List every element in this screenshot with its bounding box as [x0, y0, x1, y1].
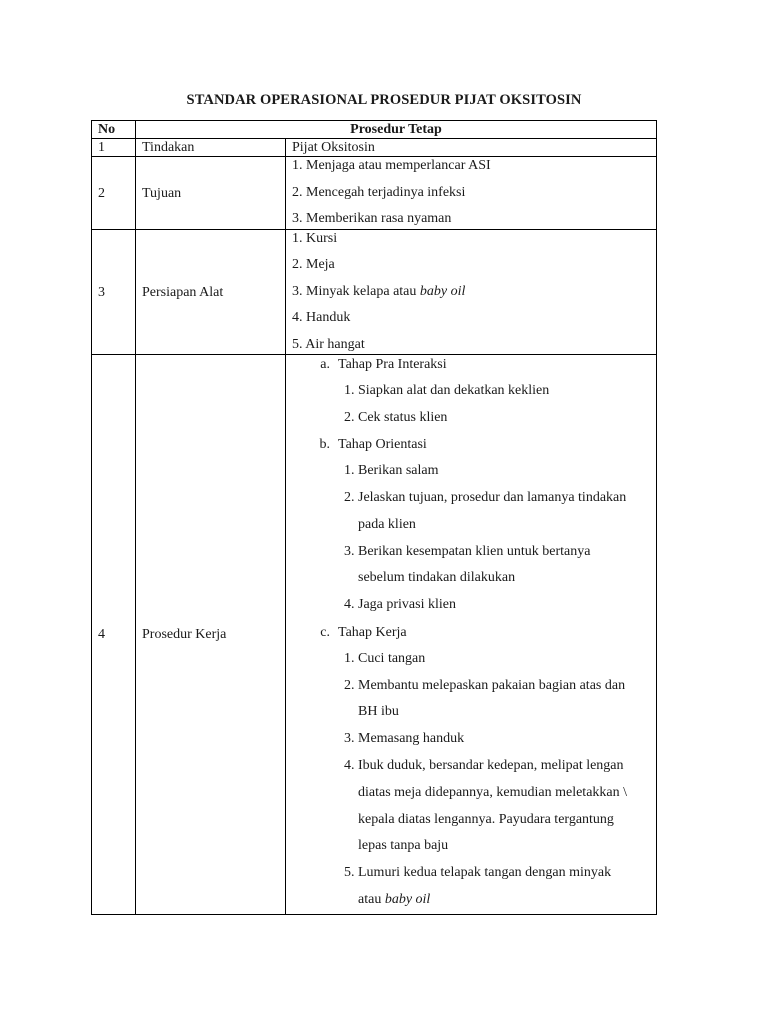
procedure-stage: [292, 431, 650, 619]
procedure-stage: [292, 351, 650, 431]
step-text: [358, 646, 650, 673]
stage-letter: b.: [319, 437, 330, 453]
step-text: [358, 753, 650, 860]
step-line-text: Memasang handuk: [358, 731, 465, 747]
row-list-cell: [286, 157, 657, 230]
document-title: STANDAR OPERASIONAL PROSEDUR PIJAT OKSITOSIN: [186, 92, 582, 108]
stage-heading: [292, 351, 650, 378]
procedure-step: [344, 539, 650, 593]
step-line-text: sebelum tindakan dilakukan: [358, 570, 516, 586]
list-item: 5. Air hangat: [292, 336, 365, 352]
step-line: [358, 539, 640, 566]
list-item-italic: baby oil: [419, 283, 466, 299]
step-number: 2.: [344, 489, 355, 505]
procedure-step: [344, 378, 650, 405]
step-line-text: Lumuri kedua telapak tangan dengan minyak: [358, 865, 612, 881]
procedure-step: [344, 726, 650, 753]
stage-letter: c.: [320, 624, 330, 640]
list-item: 1. Menjaga atau memperlancar ASI: [292, 158, 491, 174]
step-line: [358, 646, 640, 673]
row-value: Pijat Oksitosin: [286, 139, 657, 157]
step-line: [358, 405, 640, 432]
step-line: [358, 887, 640, 914]
stage-heading: [292, 431, 650, 458]
step-line: [358, 753, 640, 780]
step-number: 1.: [344, 382, 355, 398]
table-row: [92, 230, 657, 355]
header-procedure: Prosedur Tetap: [136, 121, 657, 139]
step-line: [358, 458, 640, 485]
row-list-cell: [286, 230, 657, 355]
row-label: Tujuan: [136, 157, 286, 230]
row-no: 4: [92, 355, 136, 915]
step-line-text: kepala diatas lengannya. Payudara tergantung: [358, 811, 614, 827]
step-line: [358, 860, 640, 887]
procedure-cell: [286, 355, 657, 915]
step-line-text: Cuci tangan: [358, 650, 426, 666]
step-line: [358, 780, 640, 807]
row-label: Persiapan Alat: [136, 230, 286, 355]
step-number: 3.: [344, 543, 355, 559]
step-line-text: lepas tanpa baju: [358, 838, 449, 854]
stage-title: Tahap Orientasi: [338, 437, 427, 453]
step-number: 2.: [344, 677, 355, 693]
step-line-text: Berikan salam: [358, 463, 439, 479]
step-line-text: Jaga privasi klien: [358, 597, 456, 613]
sop-table: [91, 120, 657, 915]
step-text: [358, 485, 650, 539]
row-no: 2: [92, 157, 136, 230]
table-header-row: [92, 121, 657, 139]
procedure-step: [344, 646, 650, 673]
list-item-text: 3. Minyak kelapa atau: [292, 283, 420, 299]
step-text: [358, 458, 650, 485]
step-line-text: Membantu melepaskan pakaian bagian atas dan: [358, 677, 626, 693]
list-item: 4. Handuk: [292, 310, 351, 326]
list-item: 2. Meja: [292, 257, 335, 273]
row-no: 3: [92, 230, 136, 355]
stage-heading: [292, 619, 650, 646]
step-text: [358, 592, 650, 619]
step-line: [358, 565, 640, 592]
step-line: [358, 833, 640, 860]
header-no: No: [92, 121, 136, 139]
step-line-text: Berikan kesempatan klien untuk bertanya: [358, 543, 591, 559]
row-label: Tindakan: [136, 139, 286, 157]
step-line: [358, 726, 640, 753]
table-row: [92, 157, 657, 230]
step-text: [358, 378, 650, 405]
step-text: [358, 405, 650, 432]
procedure-step: [344, 673, 650, 727]
table-row: [92, 355, 657, 915]
step-line-text: Siapkan alat dan dekatkan keklien: [358, 382, 550, 398]
step-line-text: Jelaskan tujuan, prosedur dan lamanya tindakan: [358, 489, 627, 505]
list-item: [292, 279, 650, 306]
step-line-text: Ibuk duduk, bersandar kedepan, melipat lengan: [358, 757, 624, 773]
list-item: 3. Memberikan rasa nyaman: [292, 211, 452, 227]
step-number: 1.: [344, 650, 355, 666]
row-label: Prosedur Kerja: [136, 355, 286, 915]
step-line: [358, 485, 640, 512]
procedure-step: [344, 405, 650, 432]
step-line-text: diatas meja didepannya, kemudian meletakkan \: [358, 784, 628, 800]
step-line: [358, 378, 640, 405]
step-line-text: Cek status klien: [358, 409, 448, 425]
list-item: 1. Kursi: [292, 230, 338, 246]
step-number: 5.: [344, 865, 355, 881]
step-number: 2.: [344, 409, 355, 425]
step-number: 4.: [344, 757, 355, 773]
stage-letter: a.: [320, 356, 330, 372]
step-line: [358, 512, 640, 539]
step-line-text: BH ibu: [358, 704, 399, 720]
procedure-step: [344, 753, 650, 860]
step-line: [358, 673, 640, 700]
stage-title: Tahap Pra Interaksi: [338, 356, 447, 372]
step-number: 4.: [344, 597, 355, 613]
step-text: [358, 539, 650, 593]
step-line: [358, 592, 640, 619]
list-item: 2. Mencegah terjadinya infeksi: [292, 184, 466, 200]
procedure-step: [344, 592, 650, 619]
step-line-italic: baby oil: [384, 891, 431, 907]
row-no: 1: [92, 139, 136, 157]
stage-title: Tahap Kerja: [338, 624, 407, 640]
procedure-step: [344, 485, 650, 539]
step-line: [358, 699, 640, 726]
step-line: [358, 807, 640, 834]
procedure-step: [344, 860, 650, 914]
step-text: [358, 726, 650, 753]
procedure-stage: [292, 619, 650, 914]
step-text: [358, 860, 650, 914]
step-number: 1.: [344, 463, 355, 479]
step-text: [358, 673, 650, 727]
step-number: 3.: [344, 731, 355, 747]
step-line-text: pada klien: [358, 516, 416, 532]
step-line-text: atau: [358, 891, 385, 907]
procedure-step: [344, 458, 650, 485]
